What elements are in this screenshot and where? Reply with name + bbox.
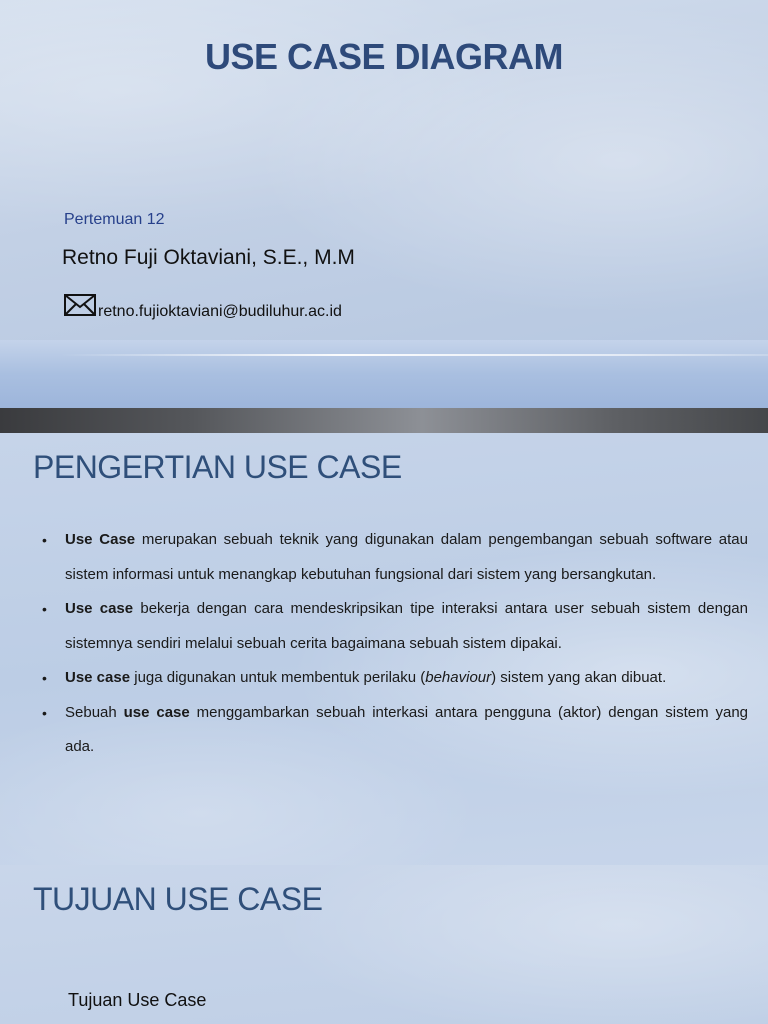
bullet-text: Sebuah [65, 703, 124, 721]
bullet-text: ) sistem yang akan dibuat. [491, 669, 667, 686]
decorative-swoosh [0, 340, 768, 408]
slide-subtitle: Tujuan Use Case [68, 990, 207, 1010]
bullet-list [42, 523, 748, 765]
section-heading: PENGERTIAN USE CASE [33, 449, 402, 485]
bullet-keyword: use case [123, 703, 190, 721]
email-row [64, 294, 342, 321]
bullet-icon: • [42, 704, 47, 721]
author-name: Retno Fuji Oktaviani, S.E., M.M [62, 246, 355, 269]
bullet-text: juga digunakan untuk membentuk perilaku ( [130, 669, 426, 686]
slide-divider [0, 408, 768, 433]
email-address[interactable]: retno.fujioktaviani@budiluhur.ac.id [98, 303, 342, 320]
bullet-item [42, 523, 748, 592]
purpose-slide [0, 865, 768, 1024]
bullet-text: menggambarkan sebuah interkasi antara pengguna (aktor) dengan sistem yang ada. [65, 703, 748, 755]
definition-slide [0, 433, 768, 865]
bullet-item [42, 696, 748, 765]
title-slide [0, 0, 768, 408]
bullet-text: bekerja dengan cara mendeskripsikan tipe interaksi antara user sebuah sistem dengan sistemnya sendiri melalui sebuah cerita bagaimana sebuah sistem dipakai. [65, 600, 748, 652]
envelope-icon [64, 294, 96, 321]
meeting-label: Pertemuan 12 [64, 211, 165, 228]
bullet-keyword: Use Case [65, 531, 136, 548]
bullet-text: merupakan sebuah teknik yang digunakan dalam pengembangan sebuah software atau sistem informasi untuk menangkap kebutuhan fungsional dari sistem yang bersangkutan. [65, 531, 748, 583]
bullet-keyword: Use case [65, 669, 131, 686]
decorative-swoosh-line [60, 354, 768, 356]
slide-title: USE CASE DIAGRAM [204, 36, 564, 77]
bullet-item [42, 661, 748, 696]
bullet-icon: • [42, 670, 47, 686]
bullet-keyword: Use case [65, 600, 134, 617]
bullet-icon: • [42, 601, 47, 617]
section-heading: TUJUAN USE CASE [33, 881, 323, 917]
bullet-italic: behaviour [425, 669, 492, 686]
bullet-item [42, 592, 748, 661]
bullet-icon: • [42, 532, 47, 548]
